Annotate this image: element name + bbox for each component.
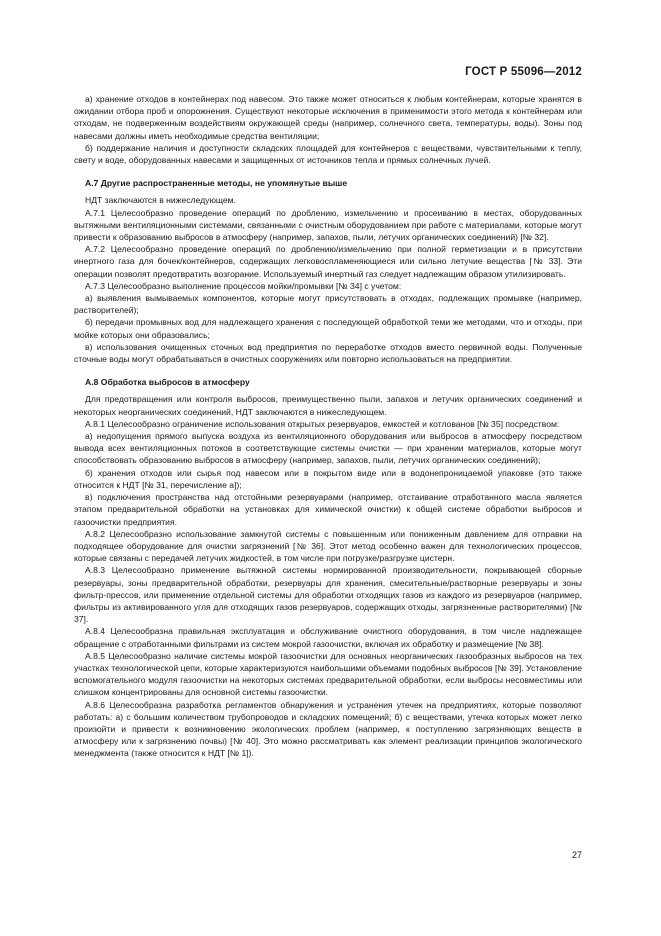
list-item: б) передачи промывных вод для надлежащего хранения с последующей обработкой теми же методами, что и отходы, при мойке которых они образовались; bbox=[74, 317, 582, 340]
paragraph: а) хранение отходов в контейнерах под навесом. Это также может относиться к любым контейнерам, которые хранятся в ожидании отбора проб и опорожнения. Существуют некоторые исключения в применимости этого метода к контейнерам или отходам, не подверженным воздействиям окружающей среды (например, солнечного света, температуры, воды). Зоны под навесами должны иметь необходимые средства вентиляции; bbox=[74, 94, 582, 141]
paragraph: Для предотвращения или контроля выбросов, преимущественно пыли, запахов и летучих органических соединений и некоторых неорганических соединений, НДТ заключаются в нижеследующем. bbox=[74, 394, 582, 417]
list-item: в) подключения пространства над отстойными резервуарами (например, отстаивание отработанного масла является этапом предварительной обработки на установках для химической очистки) к общей системе обработки выбросов и газоочистки предприятия. bbox=[74, 492, 582, 527]
clause-a8-4: А.8.4 Целесообразна правильная эксплуатация и обслуживание очистного оборудования, в том числе надлежащее обращение с отработанными фильтрами из систем мокрой газоочистки, включая их обработку и размещение [№ 38]. bbox=[74, 626, 582, 649]
section-heading-a7: А.7 Другие распространенные методы, не упомянутые выше bbox=[85, 178, 348, 189]
clause-a7-2: А.7.2 Целесообразно проведение операций по дроблению/измельчению при полной герметизации и в присутствии инертного газа для бочек/контейнеров, содержащих легковоспламеняющиеся или сильно летучие вещества [№ 33]. Эти операции позволят предотвратить возгорание. Используемый инертный газ следует надлежащим образом утилизировать. bbox=[74, 244, 582, 279]
list-item: а) недопущения прямого выпуска воздуха из вентиляционного оборудования или выбросов в атмосферу посредством вывода всех вентиляционных потоков в соответствующие системы очистки — при хранении материалов, которые могут способствовать образованию выбросов в атмосферу (например, запахов, пыли, летучих органических соединений); bbox=[74, 431, 582, 466]
document-body bbox=[74, 93, 582, 760]
clause-a8-5: А.8.5 Целесообразно наличие системы мокрой газоочистки для основных неорганических газообразных выбросов на тех участках технологической цепи, которые характеризуются наибольшими объемами подобных выбросов [№ 39]. Установление вспомогательного модуля газоочистки на некоторых системах предварительной обработки, если выбросы несовместимы или слишком концентрированы для основной системы газоочистки. bbox=[74, 650, 582, 698]
document-header: ГОСТ Р 55096—2012 bbox=[465, 66, 582, 78]
clause-a8-6: А.8.6 Целесообразна разработка регламентов обнаружения и устранения утечек на предприятиях, которые позволяют работать: а) с большим количеством трубопроводов и складских помещений; б) с веществами, утечка которых может легко произойти и привести к возникновению экологических проблем (например, к поступлению загрязняющих веществ в атмосферу или к загрязнению почвы) [№ 40]. Это можно рассматривать как элемент реализации принципов экологического менеджмента (также относится к НДТ [№ 1]). bbox=[74, 699, 582, 759]
clause-a7-1: А.7.1 Целесообразно проведение операций по дроблению, измельчению и просеиванию в местах, оборудованных вытяжными вентиляционными системами, связанными с очистным оборудованием при работе с материалами, которые могут привести к образованию выбросов в атмосферу (например, запахов, пыли, летучих органических соединений) [№ 32]. bbox=[74, 207, 582, 243]
paragraph: НДТ заключаются в нижеследующем. bbox=[85, 195, 236, 206]
clause-a8-2: А.8.2 Целесообразно использование замкнутой системы с повышенным или пониженным давлением для отправки на подходящее оборудование для очистки загрязнений [№ 36]. Этот метод особенно важен для технологических процессов, которые связаны с передачей летучих жидкостей, в том числе при погрузке/разгрузке цистерн. bbox=[74, 528, 582, 564]
clause-a7-3: А.7.3 Целесообразно выполнение процессов мойки/промывки [№ 34] с учетом: bbox=[85, 280, 402, 291]
section-heading-a8: А.8 Обработка выбросов в атмосферу bbox=[85, 377, 250, 388]
list-item: б) хранения отходов или сырья под навесом или в покрытом виде или в водонепроницаемой упаковке (это также относится к НДТ [№ 31, перечисление а]); bbox=[74, 467, 582, 490]
clause-a8-3: А.8.3 Целесообразно применение вытяжной системы нормированной производительности, покрывающей сборные резервуары, зоны предварительной обработки, резервуары для хранения, смесительные/растворные резервуары и зоны фильтр-прессов, или применение отдельной системы для обработки отходящих газов из каждого из резервуаров (например, фильтры из активированного угля для отходящих газов резервуаров, содержащих отходы, загрязненные растворителями) [№ 37]. bbox=[74, 565, 582, 625]
paragraph: б) поддержание наличия и доступности складских площадей для контейнеров с веществами, чувствительными к теплу, свету и воде, оборудованных навесами и защищенных от источников тепла и прямых солнечных лучей. bbox=[74, 142, 582, 166]
list-item: а) выявления вымываемых компонентов, которые могут присутствовать в отходах, подлежащих промывке (например, растворителей); bbox=[74, 293, 582, 316]
clause-a8-1: А.8.1 Целесообразно ограничение использования открытых резервуаров, емкостей и котлованов [№ 35] посредством: bbox=[85, 418, 560, 429]
page-number: 27 bbox=[571, 850, 582, 860]
list-item: в) использования очищенных сточных вод предприятия по переработке отходов вместо первичной воды. Полученные сточные воды могут обрабатываться в очистных сооружениях или повторно использоваться на предприятии. bbox=[74, 341, 582, 365]
